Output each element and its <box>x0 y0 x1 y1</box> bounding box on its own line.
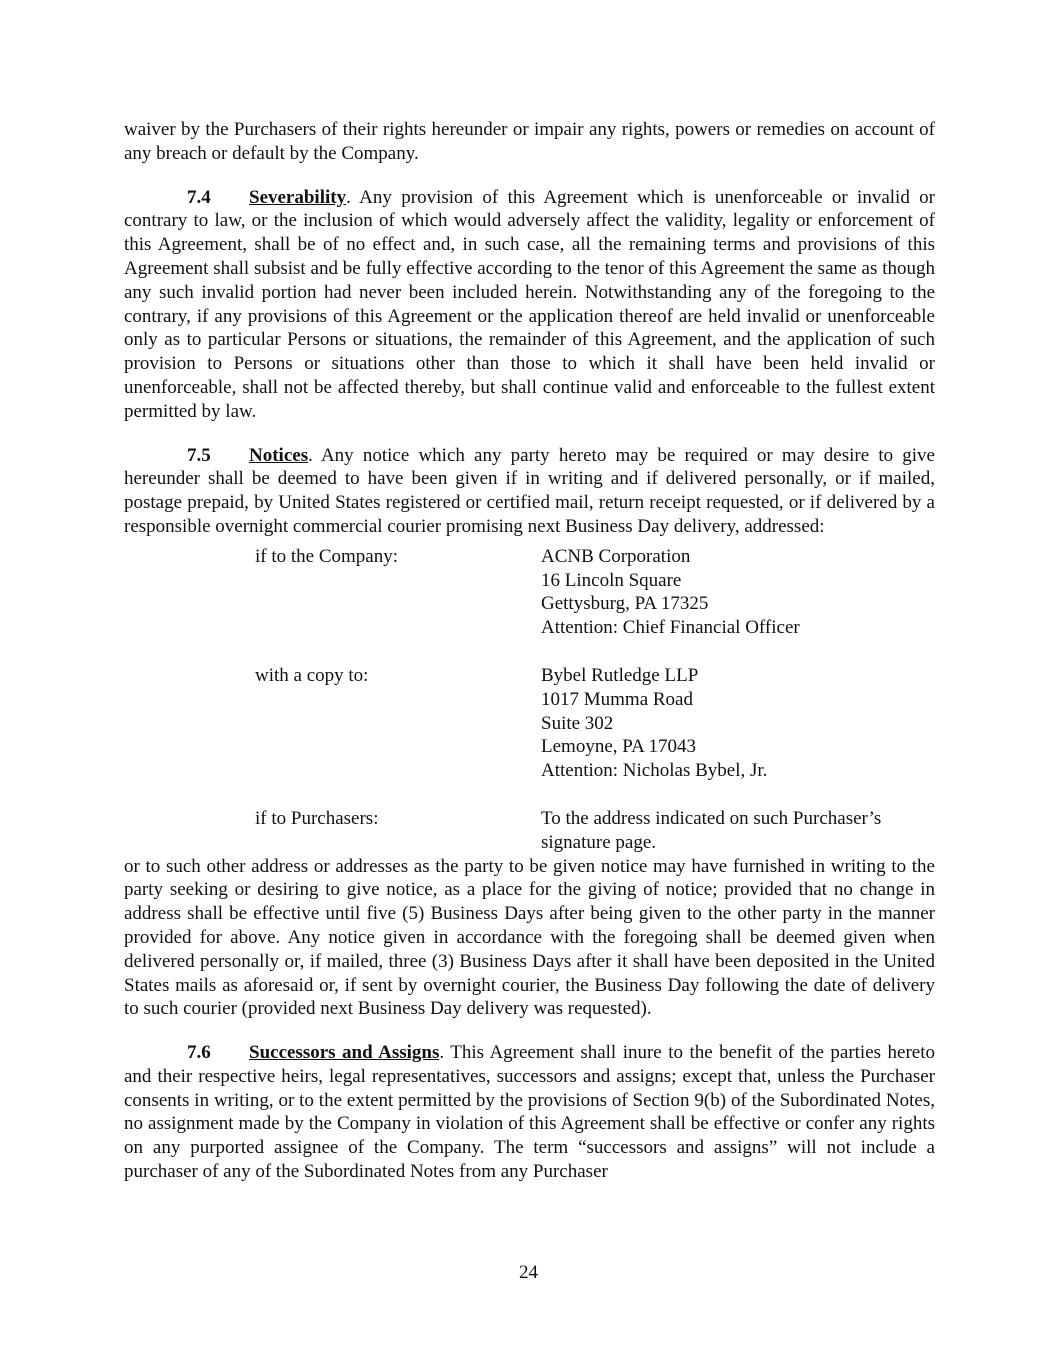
address-line: ACNB Corporation <box>541 545 691 567</box>
section-body: . Any provision of this Agreement which is unenforceable or invalid or contrary to law, or the inclusion of which would adversely affect the validity, legality or enforcement of this Agreement, shall be of no effect and, in such case, all the remaining terms and provisions of this Agreement shall subsist and be fully effective according to the tenor of this Agreement the same as though any such invalid portion had never been included herein. Notwithstanding any of the foregoing to the contrary, if any provisions of this Agreement or the application thereof are held invalid or unenforceable only as to particular Persons or situations, the remainder of this Agreement, and the application of such provision to Persons or situations other than those to which it shall have been held invalid or unenforceable, shall not be affected thereby, but shall continue valid and enforceable to the fullest extent permitted by law. <box>124 186 935 422</box>
address-label: if to the Company: <box>255 545 399 567</box>
address-line: 16 Lincoln Square <box>541 569 682 591</box>
section-body: . Any notice which any party hereto may be required or may desire to give hereunder shall be deemed to have been given if in writing and if delivered personally, or if mailed, postage prepaid, by United States registered or certified mail, return receipt requested, or if delivered by a responsible overnight commercial courier promising next Business Day delivery, addressed: <box>124 444 935 537</box>
page-number: 24 <box>519 1262 538 1283</box>
intro-paragraph: waiver by the Purchasers of their rights hereunder or impair any rights, powers or remedies on account of any breach or default by the Company. <box>124 119 935 164</box>
section-body: . This Agreement shall inure to the benefit of the parties hereto and their respective heirs, legal representatives, successors and assigns; except that, unless the Purchaser consents in writing, or to the extent permitted by the provisions of Section 9(b) of the Subordinated Notes, no assignment made by the Company in violation of this Agreement shall be effective or confer any rights on any purported assignee of the Company. The term “successors and assigns” will not include a purchaser of any of the Subordinated Notes from any Purchaser <box>124 1042 935 1183</box>
address-lines <box>541 545 935 640</box>
section-7-6-paragraph <box>124 1041 935 1184</box>
section-7-5-paragraph <box>124 444 935 539</box>
address-purchasers <box>124 807 935 855</box>
address-lines <box>541 807 935 855</box>
document-page <box>124 118 935 1184</box>
address-line: To the address indicated on such Purchaser’s <box>541 807 882 829</box>
address-line: Attention: Nicholas Bybel, Jr. <box>541 760 768 782</box>
address-copy <box>124 664 935 783</box>
address-label: with a copy to: <box>255 664 369 686</box>
section-title: Notices <box>249 444 309 466</box>
section-title: Successors and Assigns <box>249 1042 440 1064</box>
address-line: Gettysburg, PA 17325 <box>541 593 709 615</box>
section-number: 7.4 <box>187 186 211 208</box>
address-line: Attention: Chief Financial Officer <box>541 617 800 639</box>
address-line: Bybel Rutledge LLP <box>541 664 699 686</box>
section-number: 7.6 <box>187 1042 211 1064</box>
section-7-5-continuation: or to such other address or addresses as the party to be given notice may have furnished in writing to the party seeking or desiring to give notice, as a place for the giving of notice; provided that no change in address shall be effective until five (5) Business Days after being given to the other party in the manner provided for above. Any notice given in accordance with the foregoing shall be deemed given when delivered personally or, if mailed, three (3) Business Days after it shall have been deposited in the United States mails as aforesaid or, if sent by overnight courier, the Business Day following the date of delivery to such courier (provided next Business Day delivery was requested). <box>124 855 935 1020</box>
section-number: 7.5 <box>187 444 211 466</box>
address-label: if to Purchasers: <box>255 807 379 829</box>
address-line: Lemoyne, PA 17043 <box>541 736 696 758</box>
address-line: 1017 Mumma Road <box>541 688 693 710</box>
address-company <box>124 545 935 640</box>
address-line: Suite 302 <box>541 712 614 734</box>
section-7-4-paragraph <box>124 186 935 424</box>
address-lines <box>541 664 935 783</box>
address-line: signature page. <box>541 831 657 853</box>
section-title: Severability <box>249 186 347 208</box>
notice-address-block <box>124 545 935 855</box>
